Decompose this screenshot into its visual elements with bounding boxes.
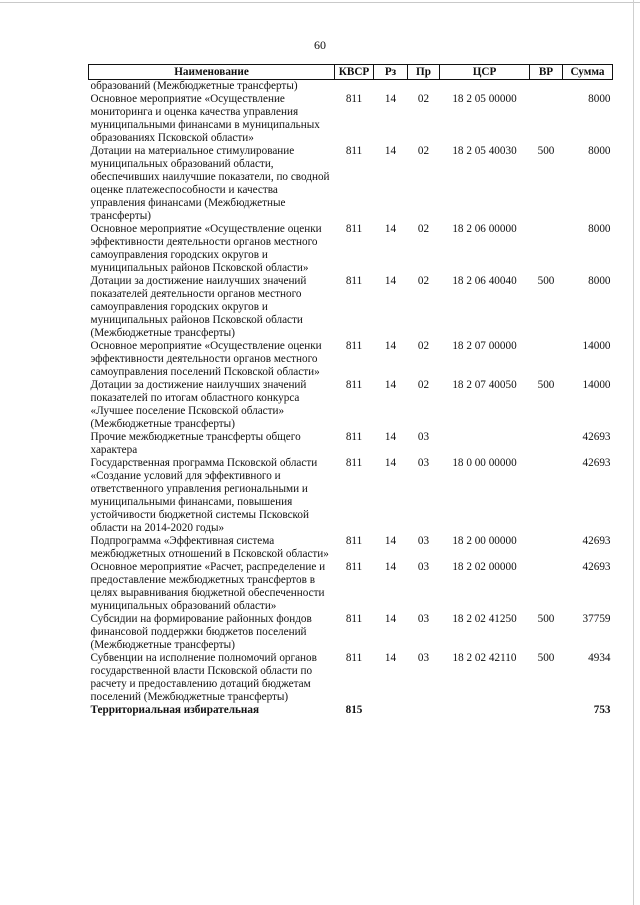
table-row (89, 80, 613, 94)
table-row (89, 93, 613, 145)
row-pr-cell (408, 80, 440, 94)
row-kvsr-cell: 811 (345, 613, 363, 625)
row-pr-cell: 02 (417, 275, 430, 287)
row-pr-cell (408, 704, 440, 717)
row-vr-cell: 500 (537, 379, 555, 391)
row-kvsr-cell: 811 (345, 652, 363, 664)
row-csr-cell (440, 80, 530, 94)
row-pr-cell: 02 (417, 379, 430, 391)
row-csr-cell: 18 2 07 40050 (452, 379, 517, 391)
table-row (89, 379, 613, 431)
row-kvsr-cell: 811 (345, 431, 363, 443)
header-sum: Сумма (563, 65, 613, 80)
row-sum-cell: 753 (593, 704, 611, 716)
row-pr-cell: 02 (417, 223, 430, 235)
row-csr-cell (440, 431, 530, 457)
row-sum-cell: 42693 (582, 457, 611, 469)
row-name-cell: Дотации за достижение наилучших значений показателей деятельности органов местного самоуправления городских округов и муниципальных районов Псковской области (Межбюджетные трансферты) (90, 275, 307, 339)
table-header-row (89, 65, 613, 80)
scan-edge-right (633, 0, 634, 905)
row-pr-cell: 03 (417, 613, 430, 625)
row-vr-cell (530, 431, 563, 457)
table-row (89, 223, 613, 275)
table-row (89, 535, 613, 561)
row-kvsr-cell: 811 (345, 561, 363, 573)
row-rz-cell: 14 (384, 561, 397, 573)
row-csr-cell (440, 704, 530, 717)
header-name: Наименование (89, 65, 335, 80)
row-rz-cell: 14 (384, 535, 397, 547)
header-rz: Рз (374, 65, 408, 80)
row-csr-cell: 18 2 05 00000 (452, 93, 517, 105)
row-name-cell: Основное мероприятие «Расчет, распределение и предоставление межбюджетных трансфертов в целях выравнивания бюджетной обеспеченности муниципальных образований области» (90, 561, 326, 612)
scan-edge-top (0, 2, 640, 3)
row-rz-cell: 14 (384, 613, 397, 625)
row-kvsr-cell: 811 (345, 275, 363, 287)
row-rz-cell: 14 (384, 379, 397, 391)
row-name-cell: Субвенции на исполнение полномочий органов государственной власти Псковской области по расчету и предоставлению дотаций бюджетам поселений (Межбюджетные трансферты) (90, 652, 317, 703)
row-sum-cell (563, 80, 613, 94)
row-name-cell: Дотации на материальное стимулирование муниципальных образований области, обеспечивших наилучшие показатели, по сводной оценке платежеспособности и качества управления финансами (Межбюджетные трансферты) (90, 145, 330, 222)
row-name-cell: Субсидии на формирование районных фондов финансовой поддержки бюджетов поселений (Межбюджетные трансферты) (90, 613, 312, 651)
row-sum-cell: 42693 (582, 431, 611, 443)
row-vr-cell (530, 457, 563, 535)
table-body (89, 80, 613, 718)
table-row (89, 431, 613, 457)
row-vr-cell: 500 (537, 652, 555, 664)
row-name-cell: Территориальная избирательная (90, 704, 260, 716)
row-kvsr-cell: 811 (345, 379, 363, 391)
row-vr-cell (530, 704, 563, 717)
row-rz-cell: 14 (384, 457, 397, 469)
row-csr-cell: 18 2 02 41250 (452, 613, 517, 625)
table-row (89, 145, 613, 223)
budget-table (88, 64, 613, 717)
table-row (89, 561, 613, 613)
row-rz-cell: 14 (384, 145, 397, 157)
row-kvsr-cell (335, 80, 374, 94)
row-pr-cell: 02 (417, 340, 430, 352)
header-pr: Пр (408, 65, 440, 80)
row-sum-cell: 14000 (582, 379, 611, 391)
row-vr-cell (530, 340, 563, 379)
header-kvsr: КВСР (335, 65, 374, 80)
row-name-cell: Дотации за достижение наилучших значений показателей по итогам областного конкурса «Лучшее поселение Псковской области» (Межбюджетные трансферты) (90, 379, 307, 430)
row-kvsr-cell: 811 (345, 340, 363, 352)
table-row (89, 652, 613, 704)
row-pr-cell: 03 (417, 431, 430, 443)
row-vr-cell: 500 (537, 275, 555, 287)
table-row (89, 613, 613, 652)
row-sum-cell: 42693 (582, 561, 611, 573)
page-number: 60 (314, 38, 326, 52)
row-csr-cell: 18 2 00 00000 (452, 535, 517, 547)
row-kvsr-cell: 811 (345, 535, 363, 547)
row-sum-cell: 8000 (588, 223, 611, 235)
row-csr-cell: 18 2 06 40040 (452, 275, 517, 287)
row-kvsr-cell: 811 (345, 145, 363, 157)
table-row (89, 275, 613, 340)
row-kvsr-cell: 811 (345, 93, 363, 105)
row-rz-cell: 14 (384, 93, 397, 105)
row-name-cell: Государственная программа Псковской области «Создание условий для эффективного и ответственного управления региональными и муниципальными финансами, повышения устойчивости бюджетной системы Псковской области на 2014-2020 годы» (90, 457, 318, 534)
row-sum-cell: 8000 (588, 275, 611, 287)
row-csr-cell: 18 2 06 00000 (452, 223, 517, 235)
row-csr-cell: 18 2 07 00000 (452, 340, 517, 352)
row-sum-cell: 8000 (588, 145, 611, 157)
row-pr-cell: 03 (417, 652, 430, 664)
row-rz-cell: 14 (384, 340, 397, 352)
row-vr-cell (530, 93, 563, 145)
row-rz-cell (374, 80, 408, 94)
row-csr-cell: 18 0 00 00000 (452, 457, 517, 469)
table-row (89, 457, 613, 535)
row-csr-cell: 18 2 05 40030 (452, 145, 517, 157)
row-sum-cell: 4934 (588, 652, 611, 664)
row-pr-cell: 03 (417, 561, 430, 573)
row-name-cell: Основное мероприятие «Осуществление оценки эффективности деятельности органов местного самоуправления поселений Псковской области» (90, 340, 322, 378)
row-kvsr-cell: 811 (345, 457, 363, 469)
row-csr-cell: 18 2 02 42110 (452, 652, 517, 664)
row-sum-cell: 14000 (582, 340, 611, 352)
row-rz-cell: 14 (384, 431, 397, 443)
row-vr-cell: 500 (537, 613, 555, 625)
row-vr-cell: 500 (537, 145, 555, 157)
row-name-cell: Прочие межбюджетные трансферты общего характера (90, 431, 301, 456)
row-kvsr-cell: 811 (345, 223, 363, 235)
row-pr-cell: 02 (417, 93, 430, 105)
row-vr-cell (530, 535, 563, 561)
row-rz-cell: 14 (384, 223, 397, 235)
row-vr-cell (530, 80, 563, 94)
row-vr-cell (530, 223, 563, 275)
row-name-cell: Подпрограмма «Эффективная система межбюджетных отношений в Псковской области» (90, 535, 329, 560)
row-pr-cell: 03 (417, 457, 430, 469)
row-sum-cell: 42693 (582, 535, 611, 547)
table-row (89, 704, 613, 717)
row-rz-cell: 14 (384, 652, 397, 664)
row-rz-cell: 14 (384, 275, 397, 287)
row-pr-cell: 03 (417, 535, 430, 547)
row-name-cell: Основное мероприятие «Осуществление оценки эффективности деятельности органов местного самоуправления городских округов и муниципальных районов Псковской области» (90, 223, 322, 274)
row-kvsr-cell: 815 (345, 704, 363, 716)
row-name-cell: образований (Межбюджетные трансферты) (90, 80, 298, 92)
row-vr-cell (530, 561, 563, 613)
row-sum-cell: 37759 (582, 613, 611, 625)
row-csr-cell: 18 2 02 00000 (452, 561, 517, 573)
header-vr: ВР (530, 65, 563, 80)
table-row (89, 340, 613, 379)
row-rz-cell (374, 704, 408, 717)
header-csr: ЦСР (440, 65, 530, 80)
row-name-cell: Основное мероприятие «Осуществление мониторинга и оценка качества управления муниципальными финансами в муниципальных образованиях Псковской области» (90, 93, 320, 144)
row-pr-cell: 02 (417, 145, 430, 157)
row-sum-cell: 8000 (588, 93, 611, 105)
